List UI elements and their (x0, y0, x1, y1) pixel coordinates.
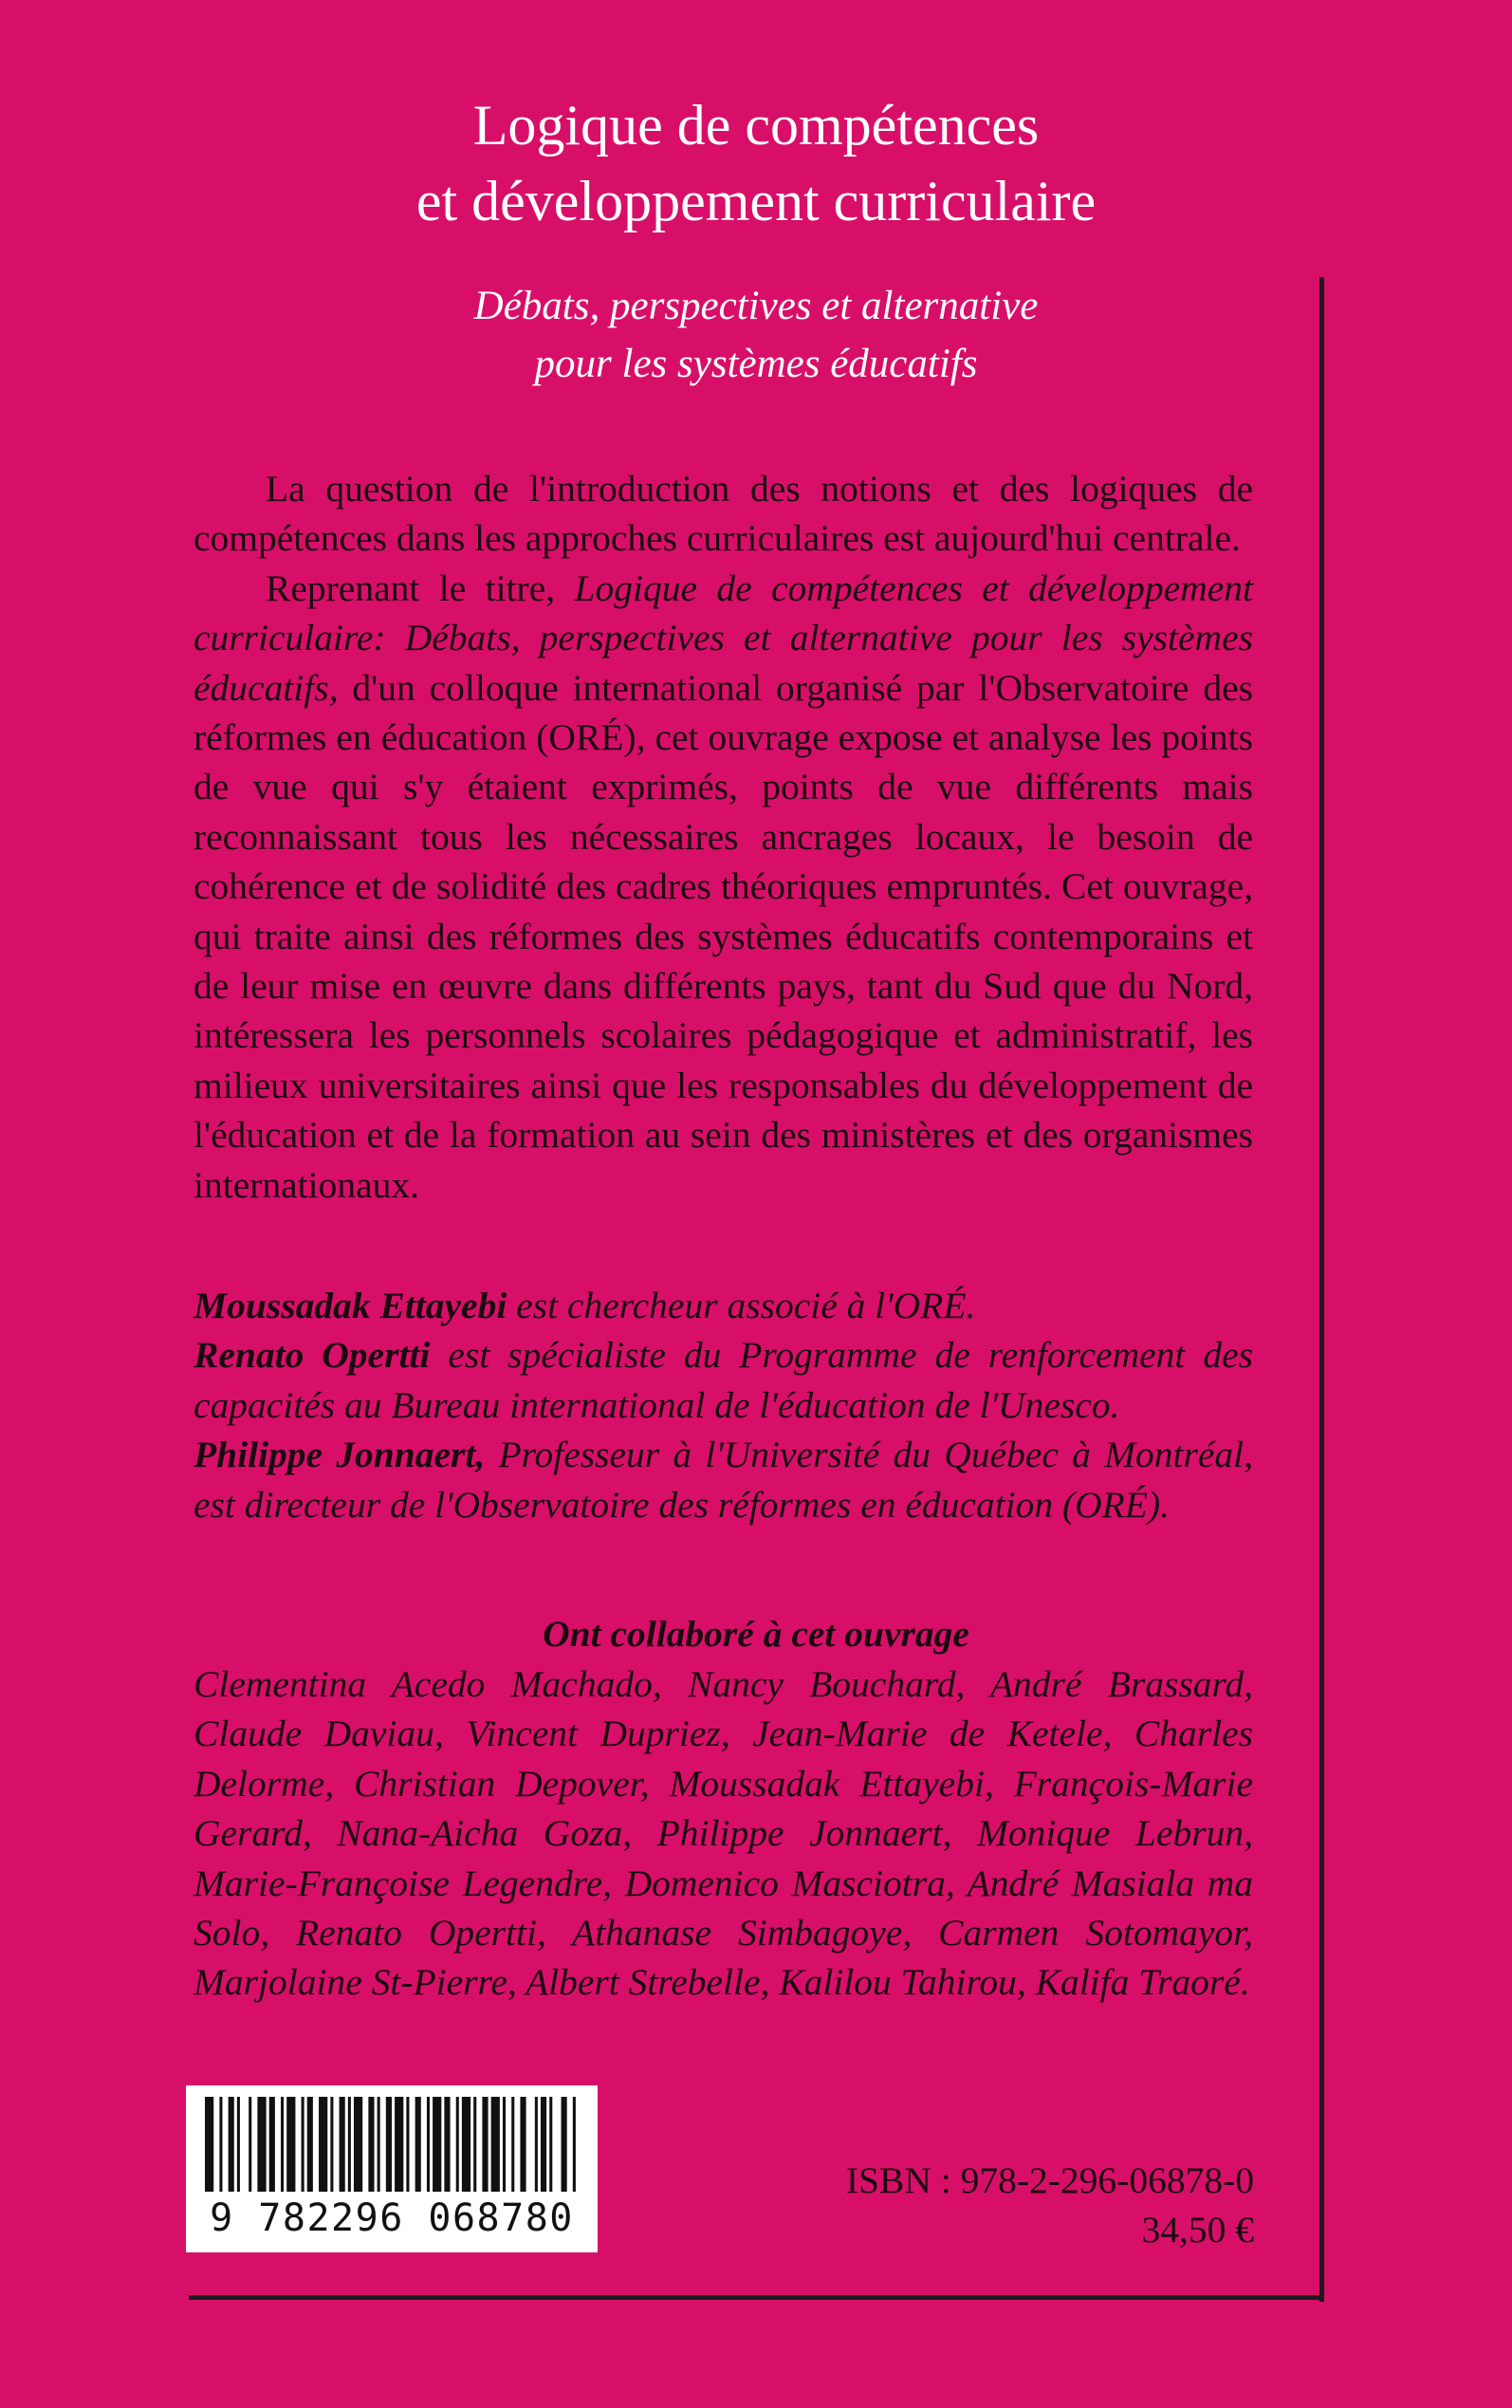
author-description: est chercheur associé à l'ORÉ. (507, 1285, 976, 1326)
barcode-bar (491, 2097, 500, 2192)
barcode-bar (473, 2097, 476, 2192)
author-bios (194, 1281, 1253, 1529)
author-description: Professeur à l'Université du Québec à Montréal, est directeur de l'Observatoire des réformes en éducation (ORÉ). (194, 1434, 1253, 1526)
blurb-paragraph-2 (194, 564, 1253, 1210)
author-description: est spécialiste du Programme de renforcement des capacités au Bureau international de l'éducation de l'Unesco. (194, 1334, 1253, 1426)
blurb-p2-rest: d'un colloque international organisé par l'Observatoire des réformes en éducation (ORÉ), cet ouvrage expose et analyse les points de vue qui s'y étaient exprimés, points de vue différents mais reconnaissant tous les nécessaires ancrages locaux, le besoin de cohérence et de solidité des cadres théoriques empruntés. Cet ouvrage, qui traite ainsi des réformes des systèmes éducatifs contemporains et de leur mise en œuvre dans différents pays, tant du Sud que du Nord, intéressera les personnels scolaires pédagogique et administratif, les milieux universitaires ainsi que les responsables du développement de l'éducation et de la formation au sein des ministères et des organismes internationaux. (194, 666, 1253, 1206)
blurb (194, 464, 1253, 1210)
barcode-bar (340, 2097, 345, 2192)
blurb-paragraph-1: La question de l'introduction des notions et des logiques de compétences dans les approches curriculaires est aujourd'hui centrale. (194, 468, 1253, 560)
book-title-line-2: et développement curriculaire (415, 170, 1097, 232)
barcode-bar (307, 2097, 313, 2192)
barcode-bar (482, 2097, 488, 2192)
barcode-bar (286, 2097, 295, 2192)
barcode-bar (386, 2097, 392, 2192)
book-title (0, 87, 1512, 239)
barcode-bar (249, 2097, 251, 2192)
author-bio (194, 1281, 1253, 1330)
barcode-bar (368, 2097, 374, 2192)
book-subtitle-line-2: pour les systèmes éducatifs (534, 342, 978, 386)
frame-bottom-rule (189, 2295, 1324, 2300)
barcode-bar (378, 2097, 380, 2192)
barcode-digits: 9 782296 068780 (210, 2196, 574, 2240)
isbn: ISBN : 978-2-296-06878-0 (845, 2159, 1254, 2201)
barcode-bar (562, 2097, 567, 2192)
book-title-line-1: Logique de compétences (472, 94, 1040, 157)
barcode-bar (269, 2097, 275, 2192)
barcode-bar (541, 2097, 546, 2192)
barcode-bar (229, 2097, 234, 2192)
blurb-p2-colloque-title: Logique de compétences et développement curriculaire: Débats, perspectives et alternative pour les systèmes éducatifs, (194, 566, 1254, 709)
barcode-bar (427, 2097, 430, 2192)
author-name: Renato Opertti (194, 1334, 431, 1377)
barcode-bar (415, 2097, 421, 2192)
price: 34,50 € (1141, 2209, 1254, 2251)
barcode-bar (535, 2097, 538, 2192)
barcode-bar (257, 2097, 266, 2192)
barcode-bar (456, 2097, 459, 2192)
barcode-bar (302, 2097, 304, 2192)
book-subtitle (0, 277, 1512, 393)
barcode-bar (433, 2097, 441, 2192)
barcode-bar (395, 2097, 403, 2192)
barcode-bar (281, 2097, 284, 2192)
author-bio (194, 1430, 1253, 1529)
barcode-bar (319, 2097, 327, 2192)
barcode-bar (354, 2097, 362, 2192)
barcode-bar (330, 2097, 333, 2192)
barcode-bar (219, 2097, 222, 2192)
barcode-bar (406, 2097, 409, 2192)
barcode-bar (237, 2097, 240, 2192)
barcode-bars-icon (201, 2097, 582, 2192)
barcode-bar (444, 2097, 450, 2192)
barcode-bar (348, 2097, 351, 2192)
barcode-bar (511, 2097, 514, 2192)
collaborators-list: Clementina Acedo Machado, Nancy Bouchard, André Brassard, Claude Daviau, Vincent Dupriez, Jean-Marie de Ketele, Charles Delorme, Christian Depover, Moussadak Ettayebi, François-Marie Gerard, Nana-Aicha Goza, Philippe Jonnaert, Monique Lebrun, Marie-Françoise Legendre, Domenico Masciotra, André Masiala ma Solo, Renato Opertti, Athanase Simbagoye, Carmen Sotomayor, Marjolaine St-Pierre, Albert Strebelle, Kalilou Tahirou, Kalifa Traoré. (194, 1663, 1253, 2004)
collaborators-heading: Ont collaboré à cet ouvrage (543, 1613, 969, 1655)
barcode-bar (520, 2097, 526, 2192)
author-bio (194, 1330, 1253, 1430)
barcode-bar (549, 2097, 552, 2192)
barcode-bar (462, 2097, 470, 2192)
barcode-bar (503, 2097, 506, 2192)
barcode-bar (573, 2097, 576, 2192)
barcode (186, 2085, 598, 2252)
book-subtitle-line-1: Débats, perspectives et alternative (473, 284, 1039, 328)
barcode-bar (205, 2097, 213, 2192)
frame-right-rule (1319, 277, 1324, 2302)
author-name: Philippe Jonnaert, (194, 1434, 486, 1476)
author-name: Moussadak Ettayebi (194, 1285, 507, 1326)
blurb-p2-start: Reprenant le titre, (266, 566, 575, 609)
